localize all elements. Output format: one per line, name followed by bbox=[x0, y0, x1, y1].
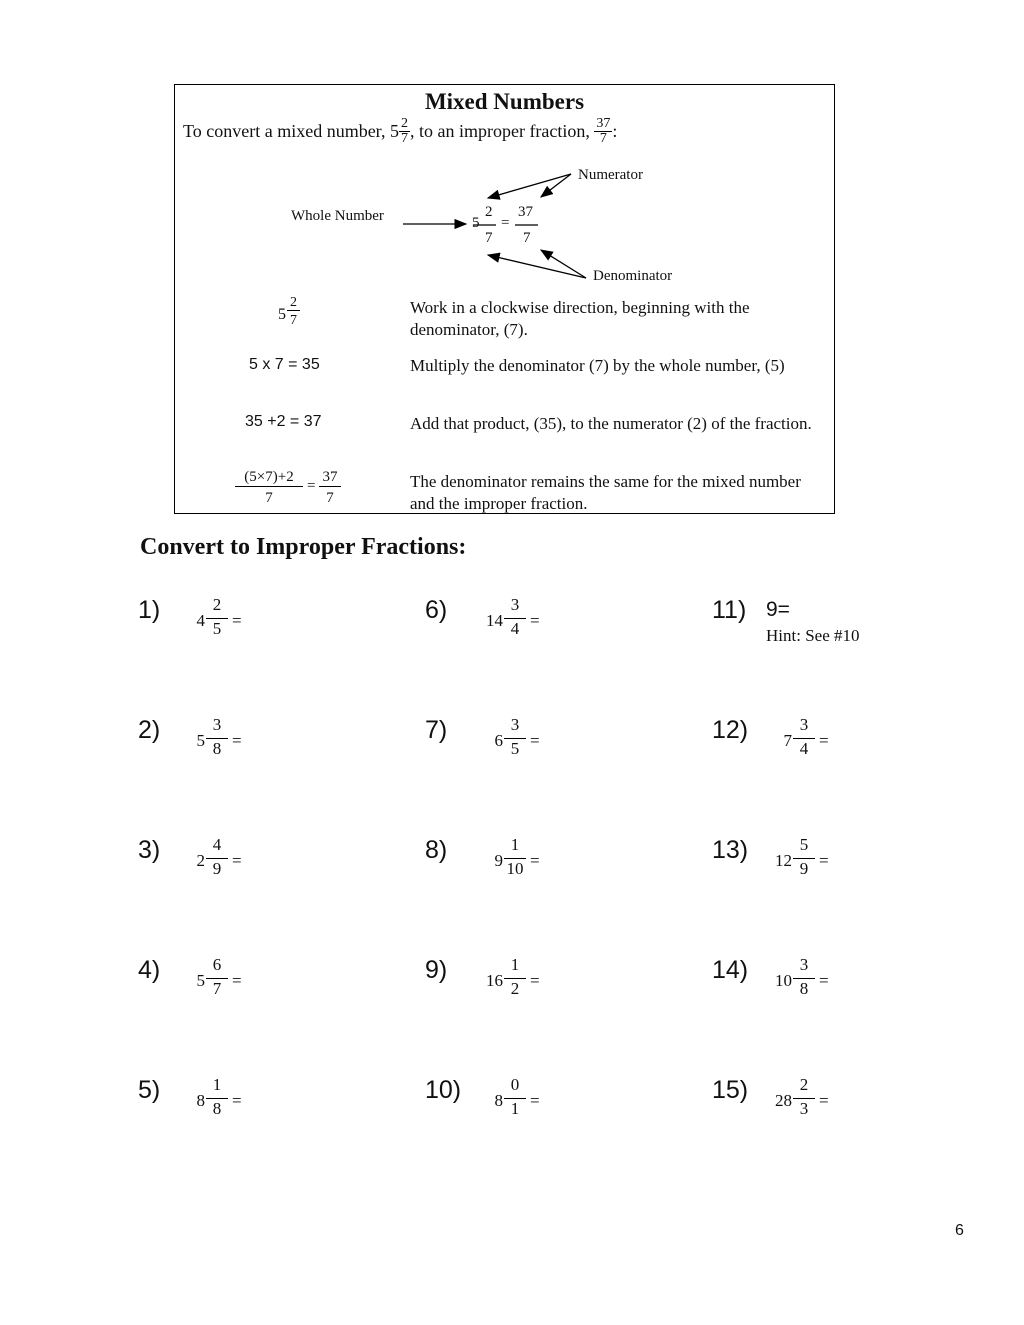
problem-number: 6) bbox=[425, 596, 448, 624]
intro-mixed-fraction: $\frac{2}{7}$ bbox=[400, 116, 408, 146]
mixed-fraction bbox=[206, 716, 228, 758]
fraction-denominator: 9 bbox=[799, 859, 809, 878]
mixed-whole: 5 bbox=[196, 731, 205, 750]
equals-sign: = bbox=[530, 971, 540, 990]
fraction-denominator: 2 bbox=[510, 979, 520, 998]
intro-improper-fraction: $\frac{37}{7}$ bbox=[596, 116, 611, 146]
equals-sign: = bbox=[819, 971, 829, 990]
mixed-whole: 8 bbox=[494, 1091, 503, 1110]
step-4-text: The denominator remains the same for the mixed number and the improper fraction. bbox=[410, 472, 801, 513]
problem-number: 7) bbox=[425, 716, 448, 744]
mixed-fraction bbox=[206, 596, 228, 638]
fraction-numerator: 5 bbox=[799, 835, 809, 854]
problem-number: 14) bbox=[712, 956, 749, 984]
fraction-denominator: 4 bbox=[799, 739, 809, 758]
mixed-fraction bbox=[504, 956, 526, 998]
fraction-denominator: 8 bbox=[212, 1099, 222, 1118]
mixed-whole: 2 bbox=[196, 851, 205, 870]
denominator-label: Denominator bbox=[593, 268, 673, 284]
equals-sign: = bbox=[819, 851, 829, 870]
step-2-text: Multiply the denominator (7) by the whole number, (5) bbox=[410, 356, 785, 375]
mixed-whole: 6 bbox=[494, 731, 503, 750]
mixed-whole: 14 bbox=[486, 611, 503, 630]
equals-sign: = bbox=[819, 731, 829, 750]
fraction-numerator: 3 bbox=[799, 715, 809, 734]
diagram-equals: = bbox=[501, 215, 510, 231]
mixed-fraction bbox=[504, 596, 526, 638]
equals-sign: = bbox=[530, 731, 540, 750]
problem-number: 11) bbox=[712, 596, 747, 624]
mixed-whole: 16 bbox=[486, 971, 503, 990]
mixed-fraction bbox=[504, 716, 526, 758]
mixed-whole: 12 bbox=[775, 851, 792, 870]
fraction-numerator: 3 bbox=[510, 595, 520, 614]
fraction-denominator: 8 bbox=[799, 979, 809, 998]
fraction-denominator: 4 bbox=[510, 619, 520, 638]
diagram-numerator: 2 bbox=[485, 204, 493, 220]
fraction-denominator: 5 bbox=[510, 739, 520, 758]
fraction-numerator: 1 bbox=[510, 835, 520, 854]
fraction-numerator: 1 bbox=[510, 955, 520, 974]
step-2-expression: 5 x 7 = 35 bbox=[249, 356, 320, 373]
step-1-text: Work in a clockwise direction, beginning with the denominator, (7). bbox=[410, 298, 750, 339]
mixed-fraction bbox=[206, 836, 228, 878]
diagram-whole: 5 bbox=[472, 215, 480, 231]
equals-sign: = bbox=[530, 611, 540, 630]
denominator-arrow-right bbox=[541, 250, 586, 278]
fraction-numerator: 1 bbox=[212, 1075, 222, 1094]
numerator-arrow-right bbox=[541, 174, 571, 197]
fraction-numerator: 3 bbox=[212, 715, 222, 734]
page-number: 6 bbox=[955, 1222, 964, 1239]
problem-number: 12) bbox=[712, 716, 749, 744]
problem-number: 10) bbox=[425, 1076, 462, 1104]
intro-text-before: To convert a mixed number, 5 bbox=[183, 121, 399, 141]
problem-number: 1) bbox=[138, 596, 161, 624]
intro-text-after: : bbox=[612, 121, 618, 141]
worksheet-title: Convert to Improper Fractions: bbox=[140, 534, 467, 560]
diagram-result-numerator: 37 bbox=[518, 204, 533, 220]
fraction-numerator: 2 bbox=[212, 595, 222, 614]
problem-number: 13) bbox=[712, 836, 749, 864]
problem-number: 2) bbox=[138, 716, 161, 744]
mixed-fraction bbox=[206, 1076, 228, 1118]
mixed-whole: 10 bbox=[775, 971, 792, 990]
fraction-numerator: 3 bbox=[510, 715, 520, 734]
fraction-numerator: 0 bbox=[510, 1075, 520, 1094]
equals-sign: = bbox=[530, 1091, 540, 1110]
numerator-arrow-left bbox=[488, 174, 571, 198]
mixed-fraction bbox=[793, 716, 815, 758]
step-3-text: Add that product, (35), to the numerator (2) of the fraction. bbox=[410, 414, 812, 433]
equals-sign: = bbox=[232, 851, 242, 870]
mixed-whole: 28 bbox=[775, 1091, 792, 1110]
problem-hint: Hint: See #10 bbox=[766, 626, 860, 645]
whole-number-label: Whole Number bbox=[291, 208, 384, 224]
problem-number: 5) bbox=[138, 1076, 161, 1104]
problem-number: 15) bbox=[712, 1076, 749, 1104]
fraction-numerator: 3 bbox=[799, 955, 809, 974]
problem-number: 4) bbox=[138, 956, 161, 984]
diagram-denominator: 7 bbox=[485, 230, 493, 246]
fraction-denominator: 1 bbox=[510, 1099, 520, 1118]
fraction-denominator: 8 bbox=[212, 739, 222, 758]
mixed-whole: 4 bbox=[196, 611, 205, 630]
step-3-expression: 35 +2 = 37 bbox=[245, 413, 322, 430]
problem-number: 8) bbox=[425, 836, 448, 864]
mixed-fraction bbox=[504, 1076, 526, 1118]
equals-sign: = bbox=[819, 1091, 829, 1110]
info-box-title: Mixed Numbers bbox=[424, 89, 585, 114]
mixed-whole: 9 bbox=[494, 851, 503, 870]
intro-text-middle: , to an improper fraction, bbox=[409, 121, 595, 141]
fraction-numerator: 4 bbox=[212, 835, 222, 854]
fraction-denominator: 5 bbox=[212, 619, 222, 638]
equals-sign: = bbox=[232, 1091, 242, 1110]
fraction-denominator: 3 bbox=[799, 1099, 809, 1118]
mixed-fraction bbox=[206, 956, 228, 998]
mixed-whole: 5 bbox=[196, 971, 205, 990]
problem-whole-number: 9= bbox=[766, 598, 790, 621]
equals-sign: = bbox=[530, 851, 540, 870]
problem-number: 3) bbox=[138, 836, 161, 864]
denominator-arrow-left bbox=[488, 255, 586, 278]
mixed-fraction bbox=[793, 956, 815, 998]
fraction-denominator: 10 bbox=[506, 859, 524, 878]
fraction-denominator: 7 bbox=[212, 979, 222, 998]
equals-sign: = bbox=[232, 971, 242, 990]
fraction-denominator: 9 bbox=[212, 859, 222, 878]
fraction-numerator: 6 bbox=[212, 955, 222, 974]
mixed-fraction bbox=[793, 1076, 815, 1118]
mixed-whole: 7 bbox=[783, 731, 792, 750]
diagram-result-denominator: 7 bbox=[523, 230, 531, 246]
equals-sign: = bbox=[232, 611, 242, 630]
mixed-fraction bbox=[504, 836, 526, 878]
fraction-numerator: 2 bbox=[799, 1075, 809, 1094]
mixed-numbers-info-box: Mixed Numbers To convert a mixed number, 5 $\frac{2}{7}$ , to an improper fraction, $\frac{37}{7}$ : Whole Number Numerator Denominator 5 2 7 = 37 7 5 2 7 Work in a clockwise direction, beginning with the denominator, (7). 5 x 7 = 35 Multiply the denominator (7) by the whole number, (5) 35 +2 = 37 Add that product, (35), to the numerator (2) of the fraction. (5×7)+2 7 = 37 7 The denominator remains the same for the mixed number and the improper fraction. bbox=[174, 84, 835, 514]
equals-sign: = bbox=[232, 731, 242, 750]
problem-number: 9) bbox=[425, 956, 448, 984]
numerator-label: Numerator bbox=[578, 167, 643, 183]
mixed-whole: 8 bbox=[196, 1091, 205, 1110]
mixed-fraction bbox=[793, 836, 815, 878]
